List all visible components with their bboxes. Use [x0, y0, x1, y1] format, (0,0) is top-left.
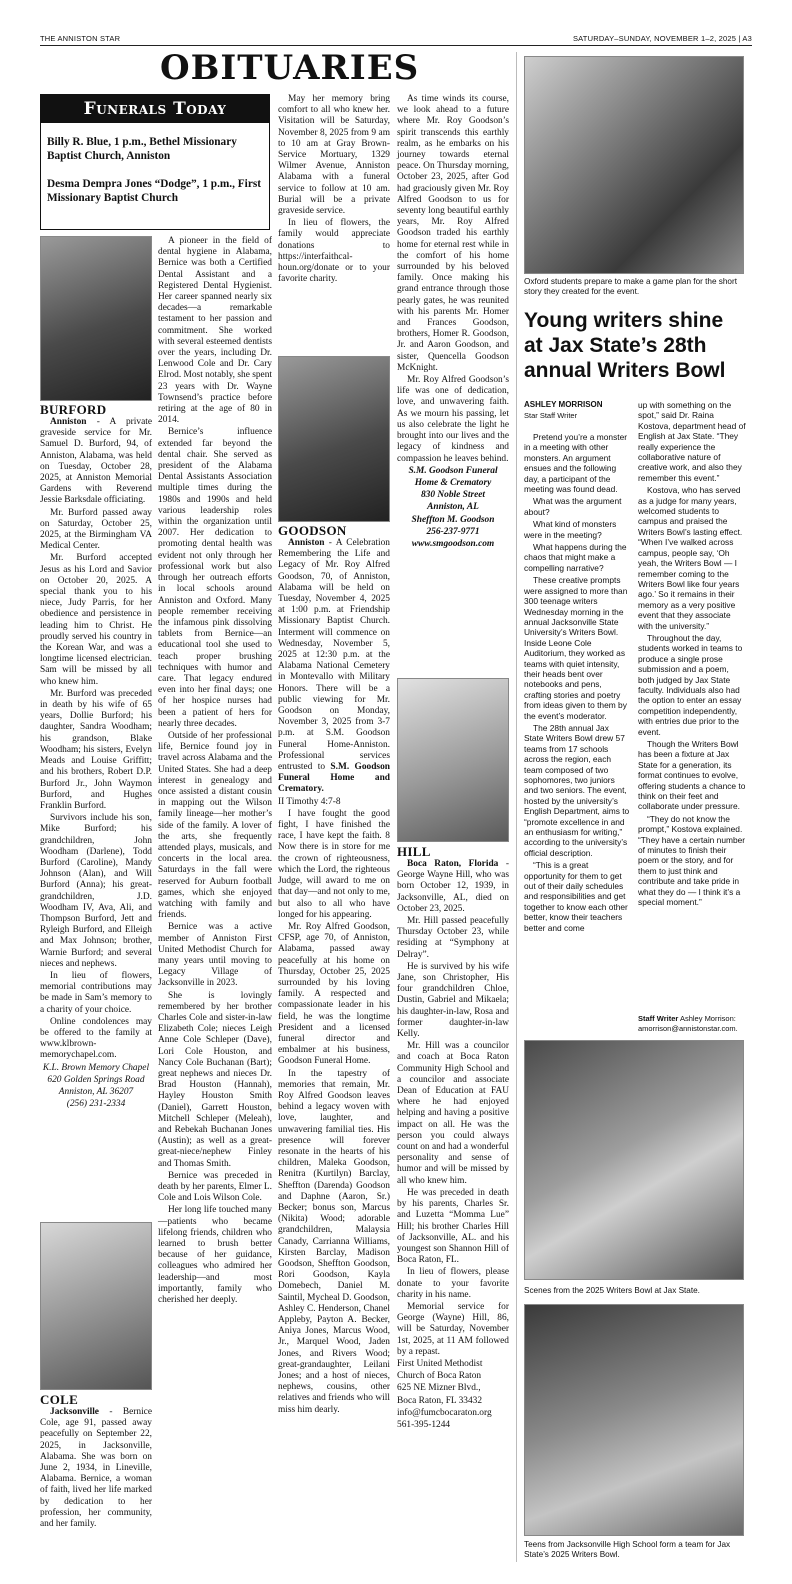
story-headline: Young writers shine at Jax State’s 28th annual Writers Bowl [524, 309, 726, 382]
goodson-text: As time winds its course, we look ahead to a future where Mr. Roy Goodson’s spirit transcends this earthly realm, as he embarks on his journey towards eternal peace. On Thursday morning, October 23, 2025, after God had graciously given Mr. Roy Alfred Goodson to us for seventy long beautiful earthly years, Mr. Roy Alfred Goodson traded his earthly home for eternal rest while in the comfort of his home surrounded by his beloved family. Once making his grand entrance through those pearly gates, he was reunited with his parents Mr. Homer and Frances Goodson, brothers, Homer R. Goodson, Jr. and Aaron Goodson, and sister, Quencella Goodson McKnight. [397, 94, 509, 373]
cole-obituary-start [40, 1407, 152, 1530]
hill-text: Mr. Hill was a councilor and coach at Boca Raton Community High School and a councilor and associate Dean of Education at FAU where he had enjoyed helping and having a positive impact on all. He was the person you could always count on and had a wonderful personality and sense of humor and will be missed by all who knew him. [397, 1041, 509, 1186]
cole-place: Jacksonville [50, 1407, 99, 1417]
goodson-name: GOODSON [278, 523, 347, 538]
burford-funeral-home: 620 Golden Springs Road [47, 1074, 145, 1085]
goodson-text: Mr. Roy Alfred Goodson, CFSP, age 70, of Anniston, Alabama, passed away peacefully at his home on Thursday, October 25, 2025 surrounded by his loving family. A respected and compassionate leader in his field, he was the longtime President and a licensed funeral director and embalmer at his business, Goodson Funeral Home. [278, 921, 390, 1067]
cole-text: Bernice’s influence extended far beyond the dental chair. She served as president of the Alabama Dental Assistants Association multiple times during the 1980s and 1990s and held various leadership roles within the organization until 2007. Her dedication to promoting dental health was evident not only through her professional work but also through her outreach efforts in local schools around Anniston and Oxford. Many people remember receiving the infamous pink dissolving tablets from Bernice—an educational tool she used to teach proper brushing techniques with humor and care. That legacy endured even into her final days; one of her hospice nurses had been a patient of hers for nearly three decades. [158, 427, 272, 729]
hill-place: Boca Raton, Florida [407, 859, 499, 869]
story-paragraph: The 28th annual Jax State Writers Bowl drew 57 teams from 17 schools across the region, each team composed of two sophomores, two juniors and two seniors. The event, hosted by the university’s English Department, aims to “promote excellence in and an enthusiasm for writing,” according to the university’s official description. [524, 722, 630, 858]
hill-name: HILL [397, 844, 431, 859]
funeral-item: Billy R. Blue, 1 p.m., Bethel Missionary Baptist Church, Anniston [47, 136, 237, 162]
date-page: SATURDAY–SUNDAY, NOVEMBER 1–2, 2025 | A3 [572, 34, 752, 43]
hill-text: Mr. Hill passed peacefully Thursday October 23, while residing at “Symphony at Delray”. [397, 916, 509, 960]
byline: ASHLEY MORRISON [524, 400, 603, 409]
goodson-funeral-home-name: S.M. Goodson Funeral Home and Crematory. [278, 762, 390, 795]
hill-text: - George Wayne Hill, who was born October 12, 1939, in Jacksonville, AL, died on October 23, 2025. [397, 859, 509, 914]
goodson-funeral-home: Anniston, AL [427, 502, 479, 513]
bottom-photo-caption: Teens from Jacksonville High School form a team for Jax State’s 2025 Writers Bowl. [524, 1540, 731, 1559]
goodson-funeral-home: 830 Noble Street [420, 490, 486, 501]
cole-text: Bernice was preceded in death by her parents, Elmer L. Cole and Lois Wilson Cole. [158, 1170, 272, 1204]
funeral-item: Desma Dempra Jones “Dodge”, 1 p.m., First Missionary Baptist Church [47, 178, 261, 204]
cole-text: She is lovingly remembered by her brother Charles Cole and sister-in-law Elizabeth Cole; nieces Leigh Anne Cole Schleper (Dave), Lori Cole Houston, and Nancy Cole Buchanan (Bart); great nephews and nieces Dr. Brad Houston (Hannah), Hayley Houston Smith (Daniel), Garrett Houston, Mitchell Schleper (Meleah), and Rebekah Buchanan Jones (Austin); as well as a great-great-niece/nephew Finley and Thomas Smith. [158, 990, 272, 1169]
tag-label: Staff Writer [638, 1014, 679, 1023]
burford-text: - A private graveside service for Mr. Samuel D. Burford, 94, of Anniston, Alabama, was held on Tuesday, October 28, 2025, at Anniston Memorial Gardens with Reverend Jessie Barksdale officiating. [40, 417, 152, 506]
story-paragraph: “This is a great opportunity for them to get out of their daily schedules and responsibilities and get together to know each other better, know their teachers better and come [524, 860, 628, 933]
hill-text: He is survived by his wife Jane, son Christopher, His four grandchildren Chloe, Dustin, Gabriel and Mikaela; his daughter-in-law, Rosa and former daughter-in-law Kelly. [397, 961, 509, 1040]
hill-church: 561-395-1244 [397, 1419, 451, 1430]
burford-place: Anniston [50, 417, 87, 427]
burford-photo [40, 236, 152, 401]
header-rule [40, 45, 752, 46]
goodson-funeral-home: Home & Crematory [414, 477, 492, 488]
hill-church: Church of Boca Raton [397, 1371, 482, 1382]
byline-role: Star Staff Writer [524, 411, 578, 420]
hill-text: In lieu of flowers, please donate to your favorite charity in his name. [397, 1267, 509, 1300]
newspaper-name: THE ANNISTON STAR [40, 34, 121, 43]
top-photo-caption: Oxford students prepare to make a game plan for the short story they created for the event. [524, 277, 737, 296]
goodson-text: I have fought the good fight, I have finished the race, I have kept the faith. 8 Now there is in store for me the crown of righteousness, which the Lord, the righteous Judge, will award to me on that day—and not only to me, but also to all who have longed for his appearing. [278, 808, 390, 920]
jacksonville-team-photo [524, 1304, 744, 1536]
goodson-text: In the tapestry of memories that remain, Mr. Roy Alfred Goodson leaves behind a legacy woven with love, laughter, and unwavering familial ties. His presence will forever resonate in the hearts of his children, Maleka Goodson, Renitra (Kurtilyn) Barclay, Sheffton (Darenda) Goodson and Daphne (Aaron, Sr.) Becker; bonus son, Marcus (Nikita) Wood; adorable grandchildren, Malaysia Canady, Carrianna Williams, Kirsten Barclay, Madison Goodson, Sheffton Goodson, Rori Goodson, Kayla Domebech, Daniel M. Saintil, Mycheal D. Goodson, Ashley C. Henderson, Chanel Appleby, Payton A. Becker, Aniya Jones, Marcus Wood, Jr., Marquel Wood, Jaden Jones, and Rivers Wood; great-grandaughter, Leilani Jones; and a host of nieces, nephews, cousins, other relatives and friends who will miss him dearly. [278, 1068, 390, 1415]
hill-church: info@fumcbocaraton.org [397, 1407, 492, 1418]
goodson-obituary [278, 538, 390, 1488]
cole-text: Outside of her professional life, Bernice found joy in travel across Alabama and the United States. She had a deep interest in genealogy and once assisted a distant cousin in mapping out the Wilson family lineage—her mother’s side of the family. A lover of the arts, she frequently attended plays, musicals, and concerts in the local area. Saturdays in the fall were reserved for Auburn football games, which she enjoyed watching with family and friends. [158, 730, 272, 921]
tag-email: amorrison@annistonstar.com. [638, 1023, 738, 1033]
burford-text: Online condolences may be offered to the family at www.klbrown-memorychapel.com. [40, 1016, 152, 1061]
story-paragraph: These creative prompts were assigned to more than 300 teenage writers Wednesday morning in the annual Jacksonville State University’s Writers Bowl. Inside Leone Cole Auditorium, they worked as teams with quiet intensity, their heads bent over notebooks and pens, crafting stories and poetry from ideas given to them by the event’s moderator. [524, 575, 628, 721]
goodson-text: - A Celebration Remembering the Life and Legacy of Mr. Roy Alfred Goodson, 70, of Anniston, Alabama will be held on Tuesday, November 4, 2025 at 1:00 p.m. at Friendship Missionary Baptist Church. Interment will commence on Wednesday, November 5, 2025 at 12:30 p.m. at the Alabama National Cemetery in Montevallo with Military Honors. There will be a public viewing for Mr. Goodson on Monday, November 3, 2025 from 3-7 p.m. at S.M. Goodson Funeral Home-Anniston. Professional services entrusted to [278, 538, 390, 773]
burford-text: In lieu of flowers, memorial contributions may be made in Sam’s memory to a charity of your choice. [40, 970, 152, 1015]
story-paragraph: up with something on the spot,” said Dr. Raina Kostova, department head of English at Jax State. “They really experience the collaborative nature of creative work, and also they remember this event.” [638, 400, 746, 483]
goodson-funeral-home: 256-237-9771 [426, 526, 480, 537]
goodson-funeral-home: S.M. Goodson Funeral [408, 465, 498, 476]
tag-name: Ashley Morrison: [679, 1014, 736, 1023]
burford-text: Survivors include his son, Mike Burford; his grandchildren, John Woodham (Darlene), Todd Burford (Caroline), Mandy Johnson (Alan), and Will Burford (Anna); his great-grandchildren, J.D. Woodham IV, Ava, Ali, and Thompson Burford, Jett and Ryleigh Burford, and Elleigh and Max Johnson; brother, Warnie Burford; and several nieces and nephews. [40, 813, 152, 969]
hill-text: He was preceded in death by his parents, Charles Sr. and Luzetta “Momma Lue” Hill; his brother Charles Hill of Jacksonville, AL. and his youngest son Shannon Hill of Boca Raton, FL. [397, 1187, 509, 1266]
goodson-funeral-home: www.smgoodson.com [411, 538, 495, 549]
cole-text: - Bernice Cole, age 91, passed away peacefully on September 22, 2025, in Jacksonville, Alabama. She was born on June 2, 1934, in Lineville, Alabama. Bernice, a woman of faith, lived her life marked by dedication to her profession, her community, and her family. [40, 1407, 152, 1530]
writers-bowl-scene-photo [524, 1040, 744, 1280]
cole-obituary-continued [158, 236, 272, 1486]
burford-text: Mr. Burford accepted Jesus as his Lord and Savior on October 20, 2025. A special thank you to his niece, Judy Parris, for her obedience and persistence in leading him to Christ. He proudly served his country in the Korean War, and was a longtime licensed electrician. Sam will be missed by all who knew him. [40, 553, 152, 687]
goodson-funeral-home: Sheffton M. Goodson [411, 514, 495, 525]
burford-funeral-home: K.L. Brown Memory Chapel [42, 1062, 150, 1073]
hill-church: First United Methodist [397, 1358, 483, 1369]
funerals-today-box [40, 94, 270, 230]
goodson-obituary-continued [397, 94, 509, 674]
burford-text: Mr. Burford was preceded in death by his wife of 65 years, Dollie Burford; his daughter, Sandra Woodham; his grandson, Blake Woodham; his sisters, Evelyn Meads and Louise Griffitt; and his brothers, Robert D.P. Burford Jr., John Waymon Burford, and Hughes Franklin Burford. [40, 688, 152, 811]
burford-text: Mr. Burford passed away on Saturday, October 25, 2025, at the Birmingham VA Medical Center. [40, 507, 152, 552]
burford-obituary [40, 417, 152, 1217]
cole-text: Her long life touched many—patients who became lifelong friends, children who learned to brush better because of her guidance, colleagues who admired her leadership—and most importantly, family who cherished her deeply. [158, 1205, 272, 1306]
story-paragraph: What kind of monsters were in the meeting? [524, 519, 617, 540]
goodson-place: Anniston [288, 538, 325, 548]
burford-funeral-home: (256) 231-2334 [66, 1099, 126, 1110]
cole-name: COLE [40, 1392, 79, 1407]
cole-text: Bernice was a active member of Anniston First United Methodist Church for many years until moving to Legacy Village of Jacksonville in 2023. [158, 922, 272, 989]
section-title: OBITUARIES [160, 48, 420, 88]
cole-text: May her memory bring comfort to all who knew her. Visitation will be Saturday, November 8, 2025 from 9 am to 10 am at Gray Brown-Service Mortuary, 1329 Wilmer Avenue, Anniston Alabama with a funeral service to follow at 10 am. Burial will be a private graveside service. [278, 94, 390, 217]
story-paragraph: Kostova, who has served as a judge for many years, welcomed students to campus and praised the Writers Bowl’s lasting effect. “When I’ve walked across campus, people say, ‘Oh yeah, the Writers Bowl — I remember coming to the Writers Bowl like four years ago.’ So it remains in their memory as a very positive event that they associate with the university.” [638, 485, 743, 631]
story-paragraph: Pretend you’re a monster in a meeting with other monsters. An argument ensues and the following day, a participant of the meeting was found dead. [524, 432, 628, 495]
cole-photo [40, 1222, 152, 1390]
burford-name: BURFORD [40, 402, 107, 417]
column-rule [516, 52, 517, 1562]
story-paragraph: “They do not know the prompt,” Kostova explained. “They have a certain number of minutes to finish their poem or the story, and for them to just think and contribute and take pride in what they do — I think it’s a special moment.” [638, 813, 746, 908]
cole-obituary-end [278, 94, 390, 352]
story-paragraph: What happens during the chaos that might make a compelling narrative? [524, 542, 627, 573]
funerals-today-title: Funerals Today [41, 95, 269, 123]
goodson-verse-ref: II Timothy 4:7-8 [278, 796, 341, 807]
cole-text: In lieu of flowers, the family would appreciate donations to https://interfaithcal-houn.org/donate or to your favorite charity. [278, 218, 390, 285]
story-paragraph: Though the Writers Bowl has been a fixture at Jax State for a generation, its format continues to evolve, offering students a chance to think on their feet and collaborate under pressure. [638, 739, 746, 812]
mid-photo-caption: Scenes from the 2025 Writers Bowl at Jax State. [524, 1286, 700, 1295]
hill-church: 625 NE Mizner Blvd., [397, 1383, 481, 1394]
hill-photo [397, 678, 509, 842]
cole-text: A pioneer in the field of dental hygiene in Alabama, Bernice was both a Certified Dental Assistant and a Registered Dental Hygienist. Her career spanned nearly six decades—a remarkable testament to her passion and commitment. She worked with several esteemed dentists over the years, including Dr. Lenwood Cole and Dr. Cary Elrod. Most notably, she spent 23 years with Dr. Wayne Townsend’s practice before retiring at the age of 80 in 2014. [158, 236, 272, 426]
story-column-2 [638, 400, 746, 1012]
goodson-text: Mr. Roy Alfred Goodson’s life was one of dedication, love, and unwavering faith. As we mourn his passing, let us also celebrate the light he brought into our lives and the legacy of kindness and compassion he leaves behind. [397, 375, 509, 464]
hill-church: Boca Raton, FL 33432 [397, 1395, 483, 1406]
story-paragraph: Throughout the day, students worked in teams to produce a single prose submission and a poem, both judged by Jax State faculty. Individuals also had the option to enter an essay competition independently, with entries due prior to the event. [638, 632, 743, 737]
staff-writer-tag [638, 1014, 746, 1033]
hill-obituary [397, 859, 509, 1489]
story-column-1 [524, 432, 630, 1034]
goodson-photo [278, 356, 390, 522]
oxford-students-photo [524, 56, 744, 274]
burford-funeral-home: Anniston, AL 36207 [58, 1086, 134, 1097]
hill-text: Memorial service for George (Wayne) Hill, 86, will be Saturday, November 1st, 2025, at 11 AM followed by a repast. [397, 1301, 509, 1357]
story-paragraph: What was the argument about? [524, 496, 622, 517]
